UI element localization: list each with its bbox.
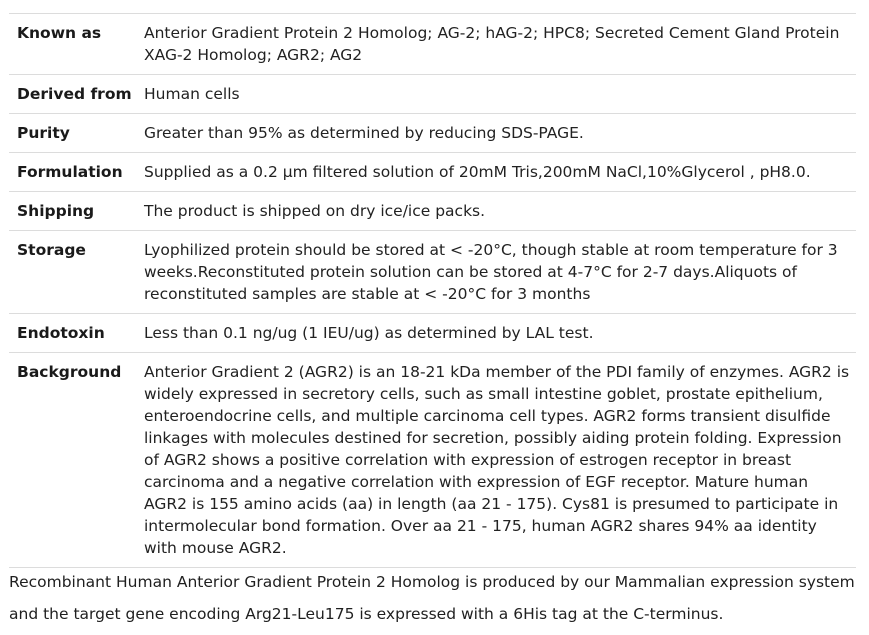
spec-row-shipping (9, 192, 856, 231)
spec-label: Shipping (17, 202, 95, 220)
spec-row-formulation (9, 153, 856, 192)
spec-value: Anterior Gradient 2 (AGR2) is an 18-21 kDa member of the PDI family of enzymes. AGR2 is widely expressed in secretory cells, such as small intestine goblet, prostate epithelium, enteroendocrine cells, and multiple carcinoma cell types. AGR2 forms transient disulfide linkages with molecules destined for secretion, possibly aiding protein folding. Expression of AGR2 shows a positive correlation with expression of estrogen receptor in breast carcinoma and a negative correlation with expression of EGF receptor. Mature human AGR2 is 155 amino acids (aa) in length (aa 21 - 175). Cys81 is presumed to participate in intermolecular bond formation. Over aa 21 - 175, human AGR2 shares 94% aa identity with mouse AGR2. (144, 363, 850, 557)
spec-label: Purity (17, 124, 70, 142)
spec-value: The product is shipped on dry ice/ice packs. (144, 202, 486, 220)
spec-row-background (9, 353, 856, 568)
spec-label: Storage (17, 241, 86, 259)
spec-row-derived-from (9, 75, 856, 114)
spec-value: Lyophilized protein should be stored at < -20°C, though stable at room temperature for 3 weeks.Reconstituted protein solution can be stored at 4-7°C for 2-7 days.Aliquots of reconstituted samples are stable at < -20°C for 3 months (144, 241, 838, 303)
spec-value: Less than 0.1 ng/ug (1 IEU/ug) as determined by LAL test. (144, 324, 594, 342)
spec-label: Background (17, 363, 122, 381)
spec-value: Supplied as a 0.2 μm filtered solution of 20mM Tris,200mM NaCl,10%Glycerol , pH8.0. (144, 163, 811, 181)
spec-row-known-as (9, 14, 856, 75)
spec-label: Derived from (17, 85, 132, 103)
spec-row-storage (9, 231, 856, 314)
spec-value: Anterior Gradient Protein 2 Homolog; AG-2; hAG-2; HPC8; Secreted Cement Gland Protein XAG-2 Homolog; AGR2; AG2 (144, 24, 840, 64)
spec-label: Formulation (17, 163, 123, 181)
spec-label: Known as (17, 24, 102, 42)
product-description: Recombinant Human Anterior Gradient Protein 2 Homolog is produced by our Mammalian expression system and the target gene encoding Arg21-Leu175 is expressed with a 6His tag at the C-terminus. (9, 573, 855, 623)
spec-row-purity (9, 114, 856, 153)
spec-row-endotoxin (9, 314, 856, 353)
spec-label: Endotoxin (17, 324, 105, 342)
spec-value: Human cells (144, 85, 240, 103)
spec-value: Greater than 95% as determined by reducing SDS-PAGE. (144, 124, 584, 142)
product-spec-table (9, 13, 856, 568)
